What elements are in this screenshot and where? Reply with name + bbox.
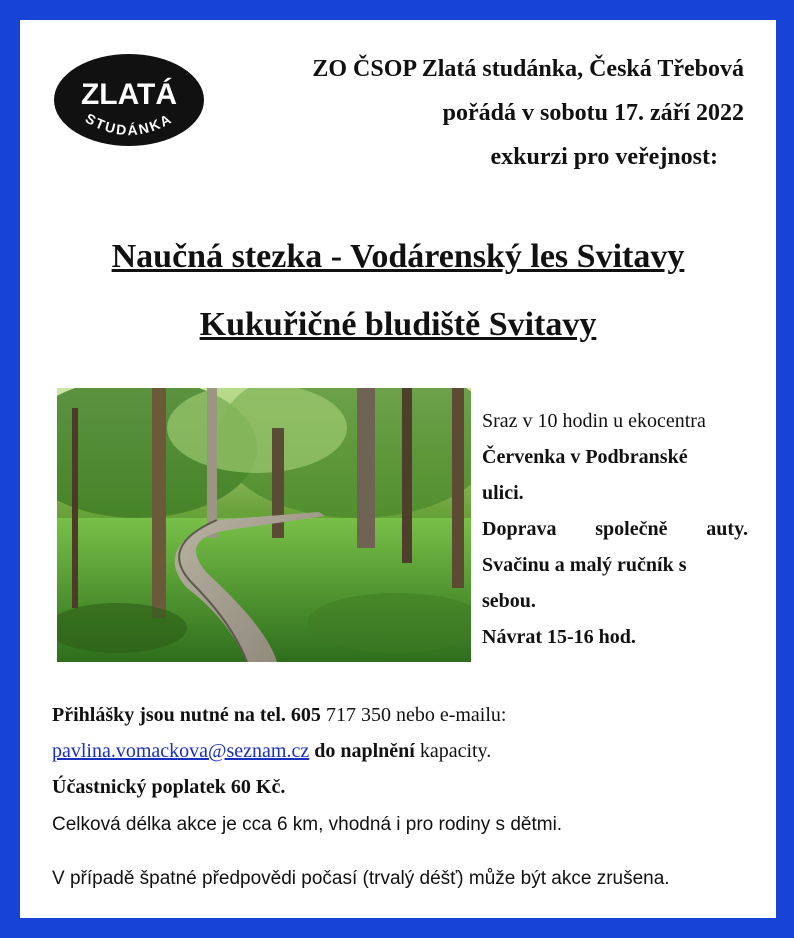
fee-line: Účastnický poplatek 60 Kč. — [52, 776, 286, 798]
date-line: pořádá v sobotu 17. září 2022 — [442, 100, 744, 126]
registration-line — [52, 704, 506, 727]
forest-boardwalk-photo — [57, 388, 471, 662]
info-snack-line2: sebou. — [482, 590, 536, 612]
registration-text: 717 350 nebo e-mailu: — [325, 704, 507, 726]
info-snack-line1: Svačinu a malý ručník s — [482, 554, 687, 576]
registration-text-bold: Přihlášky jsou nutné na tel. 605 — [52, 704, 321, 726]
info-transport-word: Doprava — [482, 518, 557, 540]
email-suffix: kapacity. — [419, 740, 492, 762]
zlata-studanka-logo — [52, 52, 206, 148]
logo-top-text: ZLATÁ — [80, 78, 178, 111]
info-meeting-line1: Sraz v 10 hodin u ekocentra — [482, 410, 706, 432]
info-meeting-line2: Červenka v Podbranské — [482, 446, 688, 468]
email-link[interactable]: pavlina.vomackova@seznam.cz — [52, 740, 310, 762]
info-meeting-line3: ulici. — [482, 482, 524, 504]
length-line: Celková délka akce je cca 6 km, vhodná i pro rodiny s dětmi. — [52, 814, 563, 835]
info-transport-line — [482, 518, 748, 541]
weather-line: V případě špatné předpovědi počasí (trvalý déšť) může být akce zrušena. — [52, 868, 670, 889]
event-title-trail: Naučná stezka - Vodárenský les Svitavy — [111, 238, 685, 275]
info-transport-word: společně — [595, 518, 668, 540]
info-return-line: Návrat 15-16 hod. — [482, 626, 636, 648]
logo-bottom-text: STUDÁNKA — [82, 109, 176, 139]
flyer-sheet — [20, 20, 776, 918]
info-transport-word: auty. — [706, 518, 748, 540]
email-suffix-bold: do naplnění — [314, 740, 415, 762]
event-title-maze: Kukuřičné bludiště Svitavy — [199, 306, 597, 343]
email-line — [52, 740, 491, 763]
organizer-line: ZO ČSOP Zlatá studánka, Česká Třebová — [312, 56, 744, 82]
public-excursion-line: exkurzi pro veřejnost: — [490, 144, 718, 170]
